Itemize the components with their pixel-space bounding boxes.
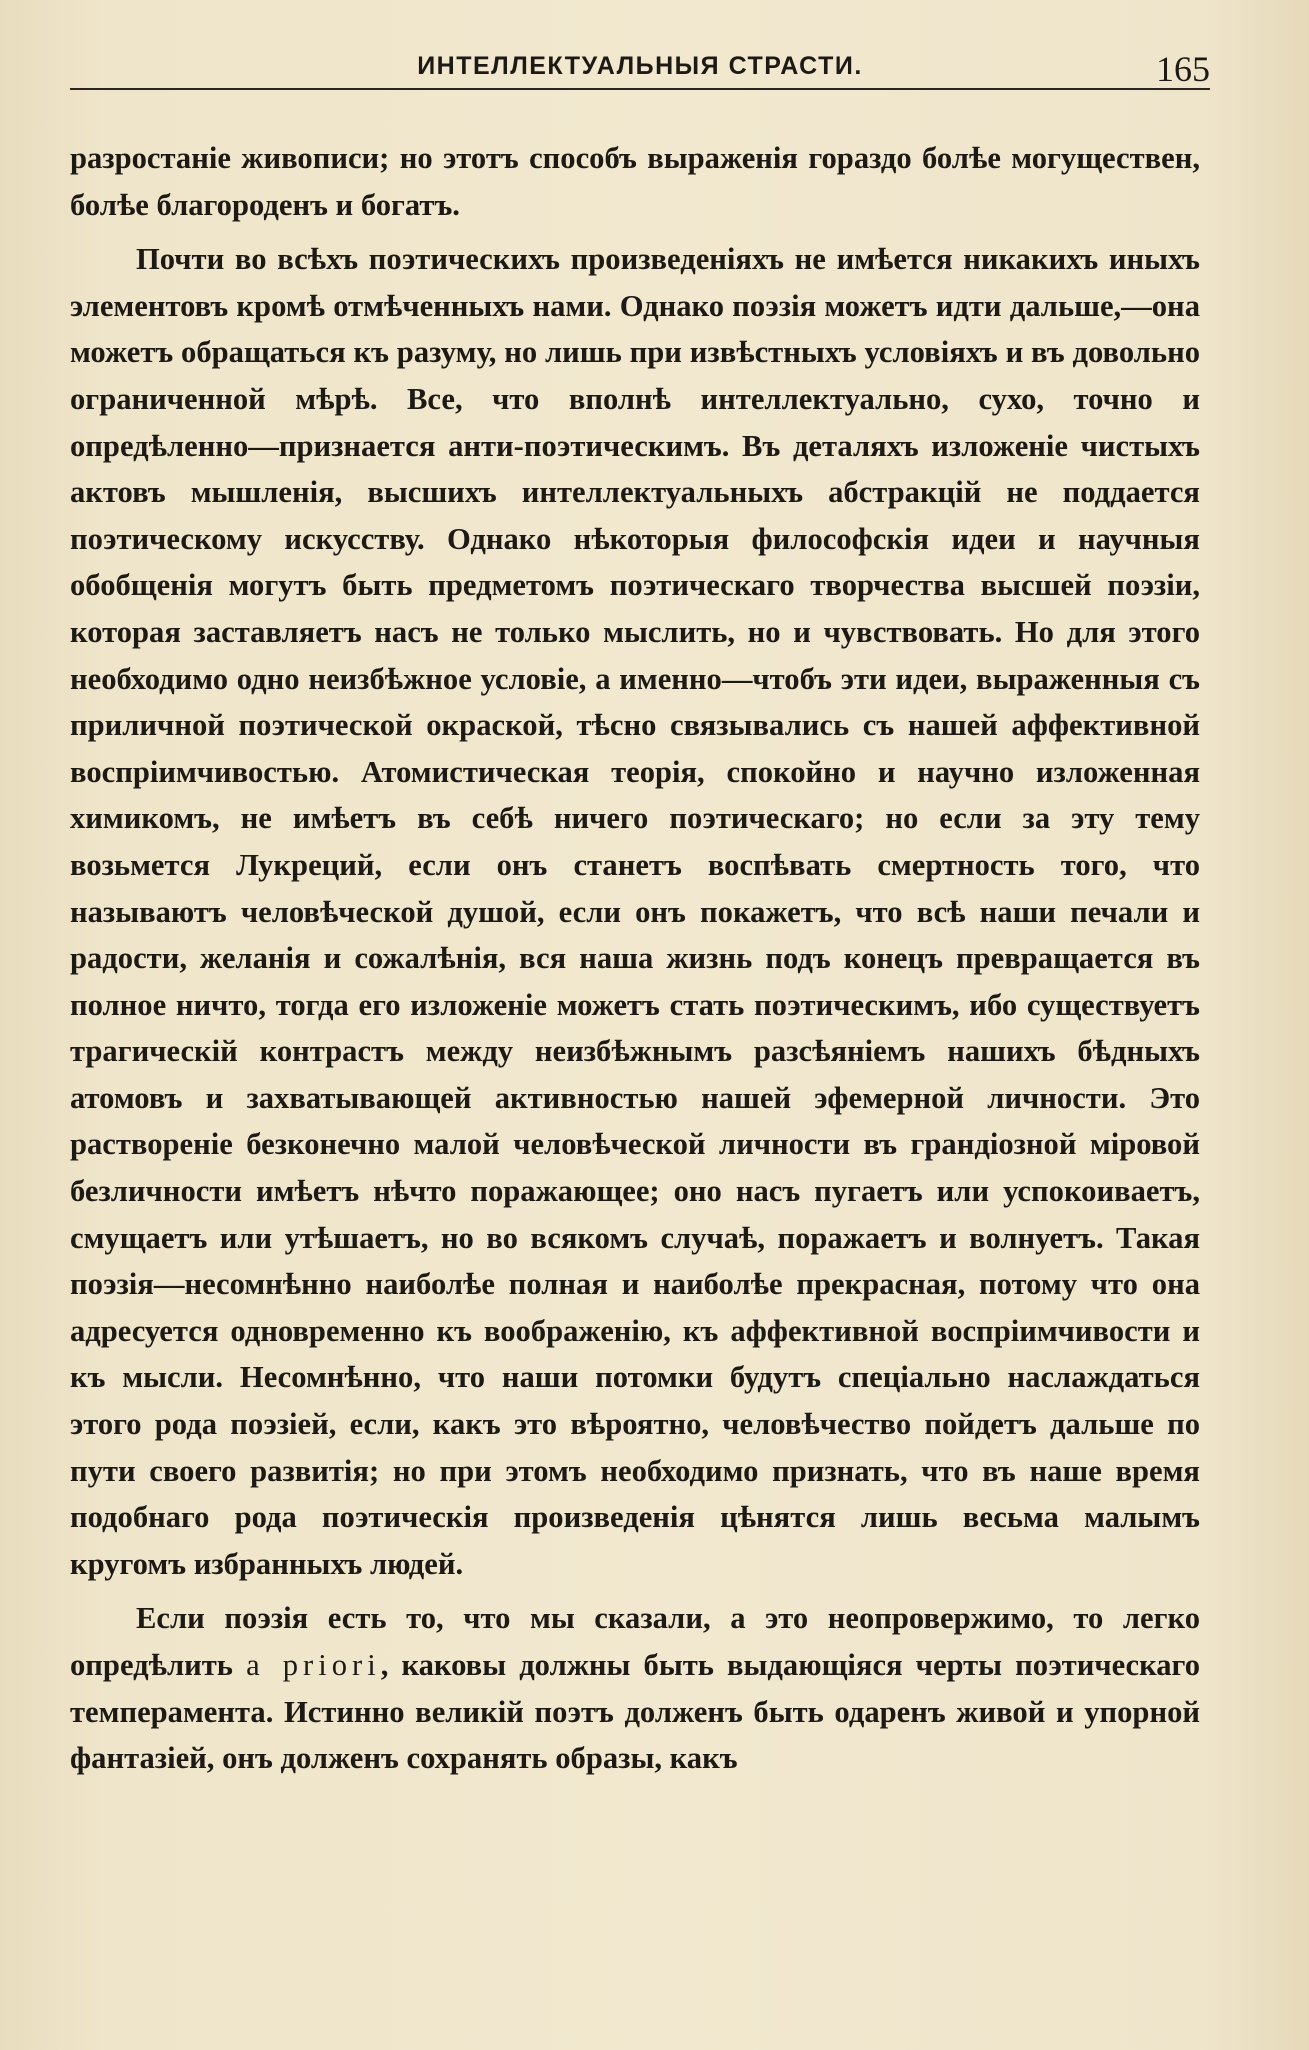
paragraph-text-start: Если поэзія есть то, что мы сказали, а это неопровержимо, то легко опредѣлить xyxy=(70,1601,1200,1682)
spaced-latin-term: a priori xyxy=(246,1648,381,1682)
paragraph-poetic-temperament xyxy=(70,1595,1200,1781)
paragraph-continued: разростаніе живописи; но этотъ способъ выраженія гораздо болѣе могуществен, болѣе благороденъ и богатъ. xyxy=(70,141,1200,222)
body-text xyxy=(70,135,1200,1782)
running-head: ИНТЕЛЛЕКТУАЛЬНЫЯ СТРАСТИ. xyxy=(417,52,863,80)
paragraph-poetry-elements: Почти во всѣхъ поэтическихъ произведеніяхъ не имѣется никакихъ иныхъ элементовъ кромѣ отмѣченныхъ нами. Однако поэзія можетъ идти дальше,—она можетъ обращаться къ разуму, но лишь при извѣстныхъ условіяхъ и въ довольно ограниченной мѣрѣ. Все, что вполнѣ интеллектуально, сухо, точно и опредѣленно—признается анти-поэтическимъ. Въ деталяхъ изложеніе чистыхъ актовъ мышленія, высшихъ интеллектуальныхъ абстракцій не поддается поэтическому искусству. Однако нѣкоторыя философскія идеи и научныя обобщенія могутъ быть предметомъ поэтическаго творчества высшей поэзіи, которая заставляетъ насъ не только мыслить, но и чувствовать. Но для этого необходимо одно неизбѣжное условіе, а именно—чтобъ эти идеи, выраженныя съ приличной поэтической окраской, тѣсно связывались съ нашей аффективной воспріимчивостью. Атомистическая теорія, спокойно и научно изложенная химикомъ, не имѣетъ въ себѣ ничего поэтическаго; но если за эту тему возьмется Лукреций, если онъ станетъ воспѣвать смертность того, что называютъ человѣческой душой, если онъ покажетъ, что всѣ наши печали и радости, желанія и сожалѣнія, вся наша жизнь подъ конецъ превращается въ полное ничто, тогда его изложеніе можетъ стать поэтическимъ, ибо существуетъ трагическій контрастъ между неизбѣжнымъ разсѣяніемъ нашихъ бѣдныхъ атомовъ и захватывающей активностью нашей эфемерной личности. Это раствореніе безконечно малой человѣческой личности въ грандіозной міровой безличности имѣетъ нѣчто поражающее; оно насъ пугаетъ или успокоиваетъ, смущаетъ или утѣшаетъ, но во всякомъ случаѣ, поражаетъ и волнуетъ. Такая поэзія—несомнѣнно наиболѣе полная и наиболѣе прекрасная, потому что она адресуется одновременно къ воображенію, къ аффективной воспріимчивости и къ мысли. Несомнѣнно, что наши потомки будутъ спеціально наслаждаться этого рода поэзіей, если, какъ это вѣроятно, человѣчество пойдетъ дальше по пути своего развитія; но при этомъ необходимо признать, что въ наше время подобнаго рода поэтическія произведенія цѣнятся лишь весьма малымъ кругомъ избранныхъ людей. xyxy=(70,242,1200,1581)
paragraph-text-end: , каковы должны быть выдающіяся черты поэтическаго темперамента. Истинно великій поэтъ долженъ быть одаренъ живой и упорной фантазіей, онъ долженъ сохранять образы, какъ xyxy=(70,1648,1200,1776)
page-number: 165 xyxy=(1156,49,1210,89)
page-header xyxy=(70,48,1210,90)
